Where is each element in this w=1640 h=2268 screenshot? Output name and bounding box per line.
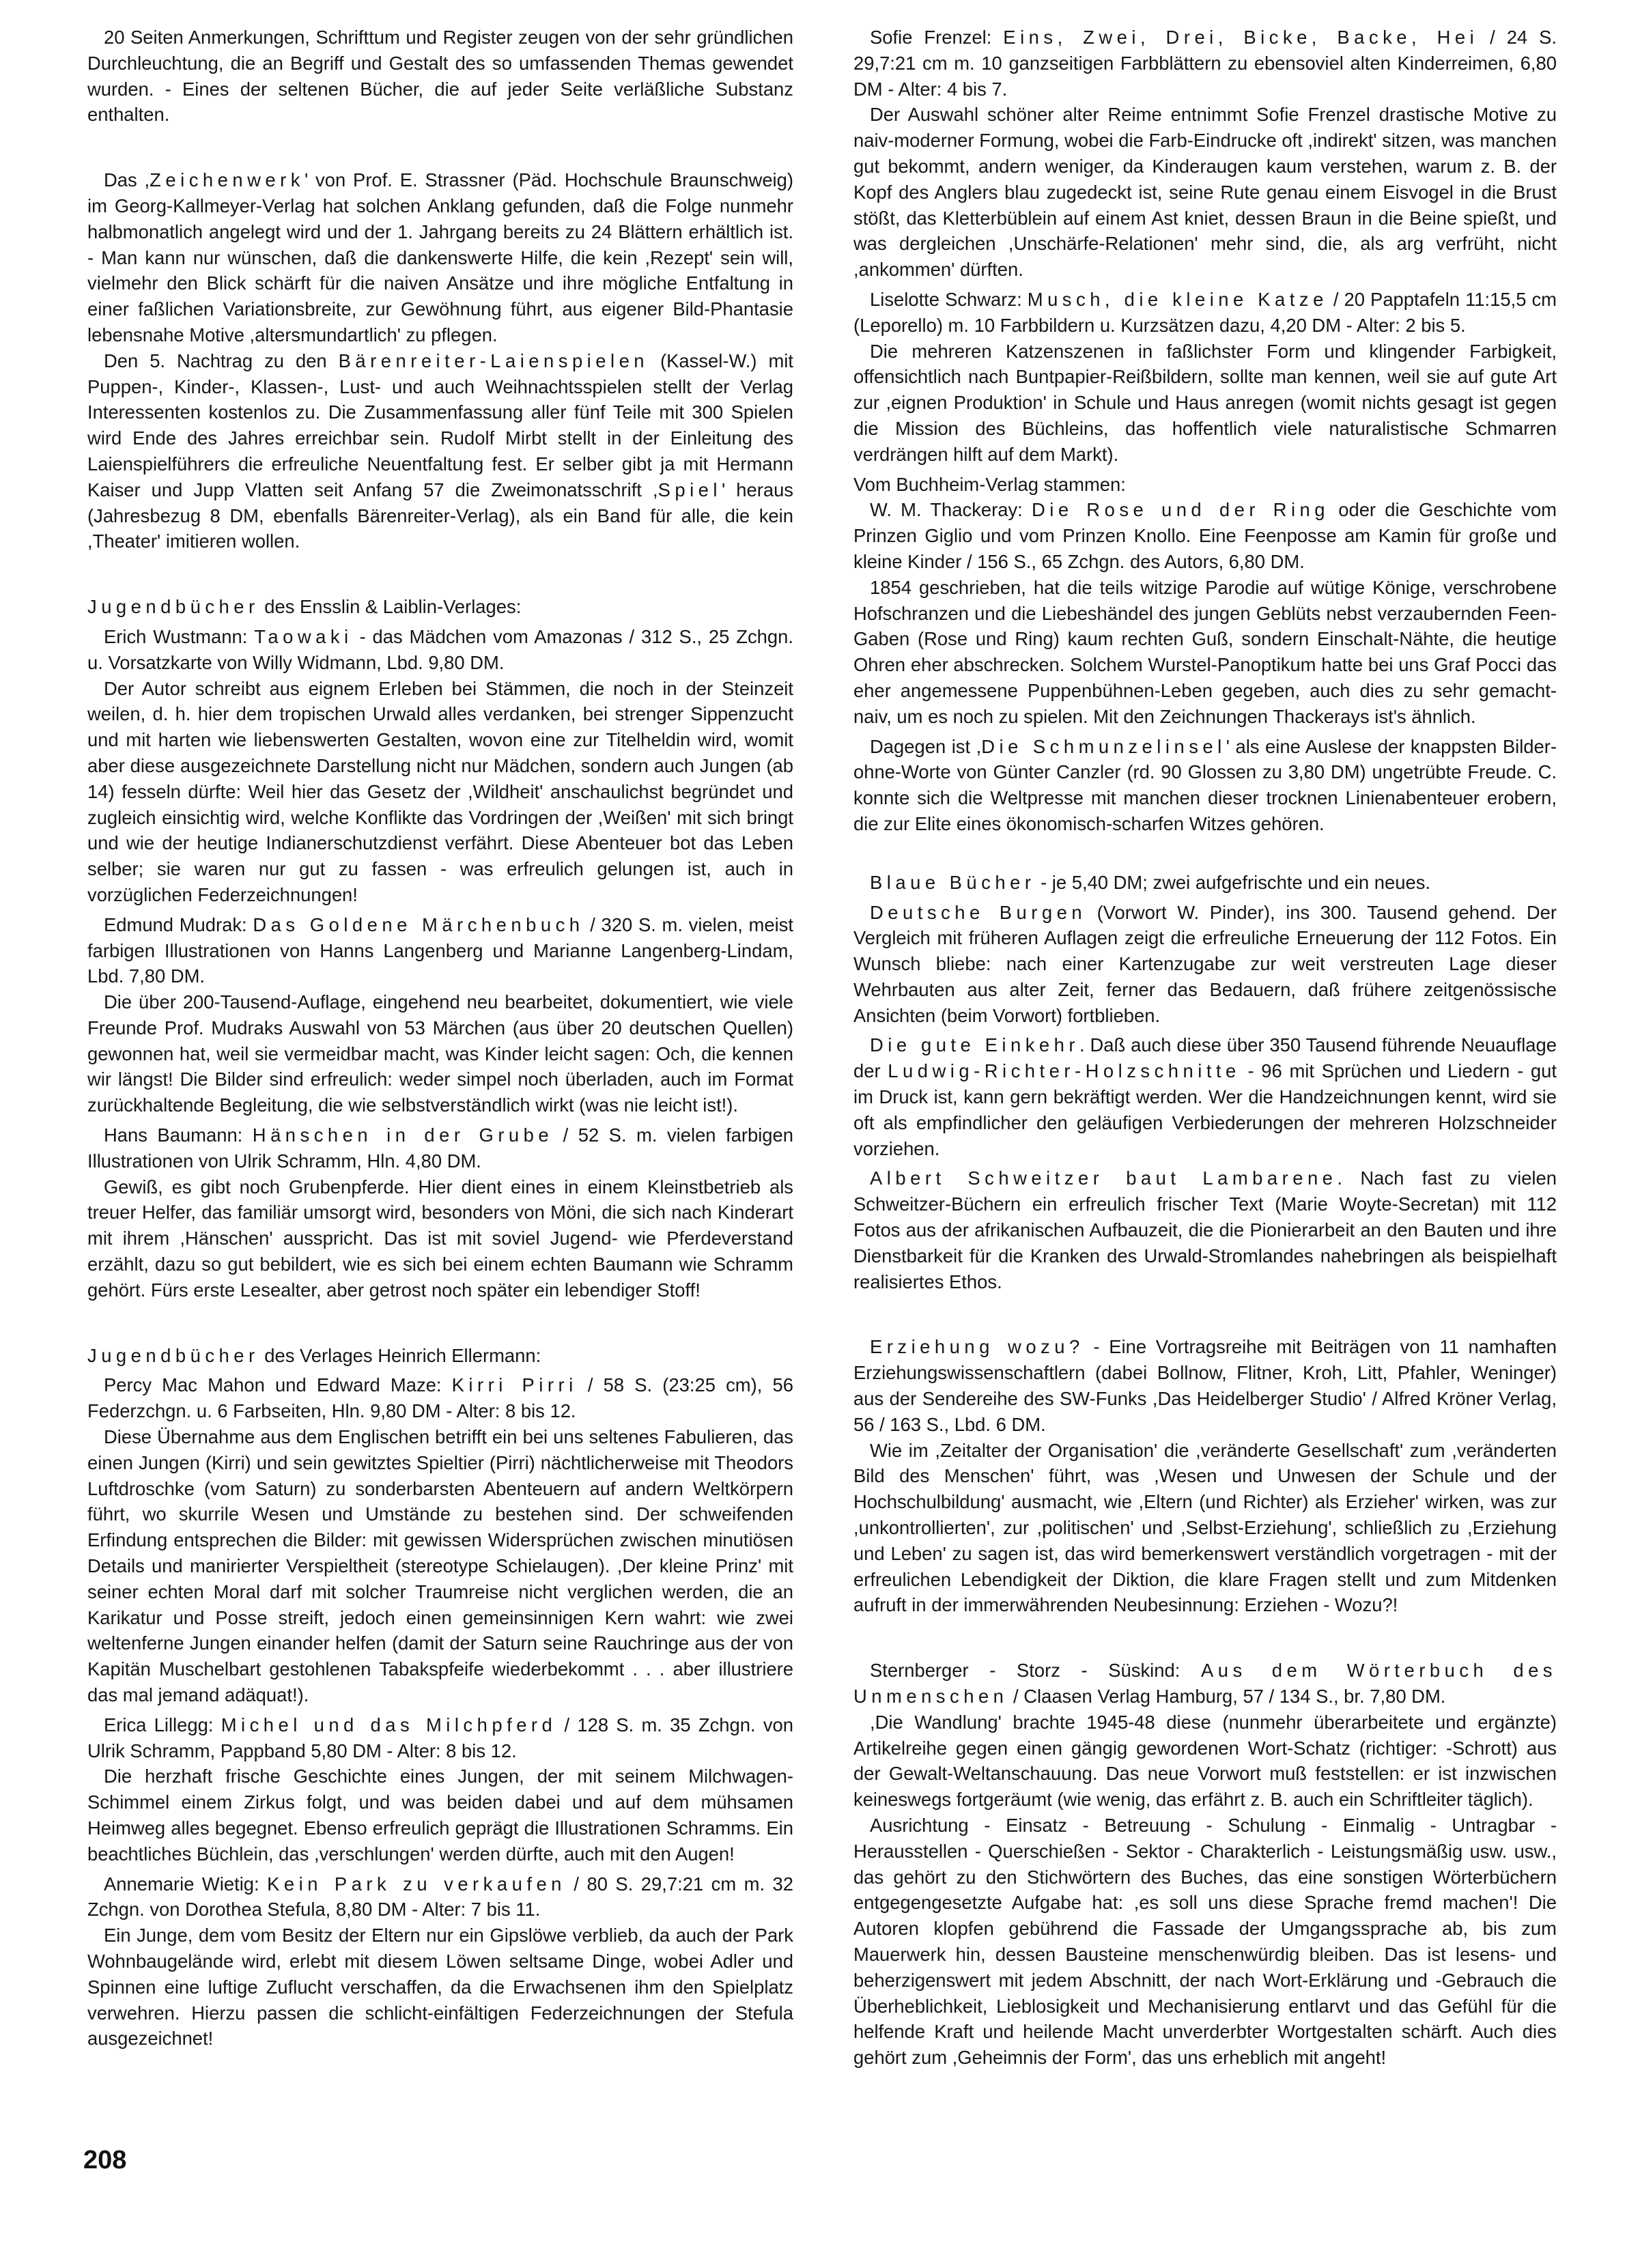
book-title: Hänschen in der Grube xyxy=(252,1124,554,1146)
book-title: Ludwig-Richter-Holzschnitte xyxy=(888,1060,1241,1082)
review: Ein Junge, dem vom Besitz der Eltern nur ein Gipslöwe verblieb, da auch der Park Wohnbaugelände wird, erlebt mit diesem Löwen seltsame Dinge, wobei Adler und Spinnen eine luftige Zuflucht verschaffen, da die Erwachsenen ihm den Spielplatz verwehren. Hierzu passen die schlicht-einfältigen Federzeichnungen der Stefula ausgezeichnet! xyxy=(87,1925,793,2050)
review: Die über 200-Tausend-Auflage, eingehend neu bearbeitet, dokumentiert, wie viele Freunde Prof. Mudraks Auswahl von 53 Märchen (aus über 20 deutschen Quellen) gewonnen hat, weil sie vermeidbar macht, was Kinder leicht sagen: Och, die kennen wir längst! Die Bilder sind erfreulich: weder simpel noch überladen, auch im Format zurückhaltende Begleitung, die wie selbstverständlich wirkt (was nie leicht ist!). xyxy=(87,991,793,1116)
review: 1854 geschrieben, hat die teils witzige Parodie auf wütige Könige, verschrobene Hofschranzen und die Liebeshändel des jungen Geblüts nebst verzaubernden Feen-Gaben (Rose und Ring) kaum rechten Guß, sondern Einschalt-Nähte, die heutige Ohren eher abschrecken. Solchem Wurstel-Panoptikum hatte bei uns Graf Pocci das eher angemessene Puppenbühnen-Leben gegeben, auch dies zu sehr gemacht-naiv, um es noch zu spielen. Mit den Zeichnungen Thackerays ist's ähnlich. xyxy=(853,576,1557,727)
review: Die mehreren Katzenszenen in faßlichster Form und klingender Farbigkeit, offensichtlich nach Buntpapier-Reißbildern, sollte man kennen, weil sie auf gute Art zur ,eignen Produktion' in Schule und Haus anregen (womit nichts gesagt ist gegen die Mission des Büchleins, das hoffentlich viele naturalistische Schmarren verdrängen hilft auf dem Markt). xyxy=(853,340,1557,465)
paragraph: Das ,Zeichenwerk' von Prof. E. Strassner (Päd. Hochschule Braunschweig) im Georg-Kallmeyer-Verlag hat solchen Anklang gefunden, daß die Folge nunmehr halbmonatlich angelegt wird und der 1. Jahrgang bereits zu 24 Blättern erhältlich ist. - Man kann nur wünschen, daß die dankenswerte Hilfe, die kein ,Rezept' sein will, vielmehr den Blick schärft für die naiven Ansätze und ihre mögliche Entfaltung in einer faßlichen Variationsbreite, zur Gewöhnung führt, aus eigener Bild-Phantasie lebensnahe Motive ,altersmundartlich' zu pflegen. xyxy=(87,169,793,345)
book-title: Die Schmunzelinsel xyxy=(981,735,1226,757)
book-entry: Erziehung wozu? - Eine Vortragsreihe mit Beiträgen von 11 namhaften Erziehungswissenschaftlern (dabei Bollnow, Flitner, Kroh, Litt, Pfahler, Weninger) aus der Sendereihe des SW-Funks ,Das Heidelberger Studio' / Alfred Kröner Verlag, 56 / 163 S., Lbd. 6 DM. xyxy=(853,1336,1557,1435)
book-title: Eins, Zwei, Drei, Bicke, Backe, Hei xyxy=(1003,27,1479,48)
review: Die herzhaft frische Geschichte eines Jungen, der mit seinem Milchwagen-Schimmel einem Zirkus folgt, und was beiden dabei und auf dem mühsamen Heimweg alles begegnet. Ebenso erfreulich geprägt die Illustrationen Schramms. Ein beachtliches Büchlein, das ,verschlungen' werden dürfte, auch mit den Augen! xyxy=(87,1766,793,1865)
book-entry: W. M. Thackeray: Die Rose und der Ring oder die Geschichte vom Prinzen Giglio und vom Prinzen Knollo. Eine Feenposse am Kamin für große und kleine Kinder / 156 S., 65 Zchgn. des Autors, 6,80 DM. xyxy=(853,499,1557,572)
review: Wie im ,Zeitalter der Organisation' die ,veränderte Gesellschaft' zum ,veränderten Bild des Menschen' führt, was ,Wesen und Unwesen der Schule und der Hochschulbildung' ausmacht, wie ,Eltern (und Richter) als Erzieher' wirken, was zur ,unkontrollierten', zur ,politischen' und ,Selbst-Erziehung', schließlich zu ,Erziehung und Leben' zu sagen ist, das wird bemerkenswert verständlich vorgetragen - mit der erfreulichen Lebendigkeit der Diktion, die klare Fragen stellt und zum Mitdenken aufruft in der immerwährenden Neubesinnung: Erziehen - Wozu?! xyxy=(853,1439,1557,1616)
section-heading: Jugendbücher des Verlages Heinrich Ellermann: xyxy=(87,1344,541,1366)
review: Der Autor schreibt aus eignem Erleben bei Stämmen, die noch in der Steinzeit weilen, d. h. hier dem tropischen Urwald alles verdanken, bei strenger Sippenzucht und mit harten wie liebenswerten Gestalten, wovon eine zur Titelheldin wird, womit aber diese ausgezeichnete Darstellung nicht nur Mädchen, sondern auch Jungen (ab 14) fesseln dürfte: Weil hier das Gesetz der ,Wildheit' anschaulichst begründet und zugleich einsichtig wird, welche Konflikte das Vordringen der ,Weißen' mit sich bringt und wie der heutige Indianerschutzdienst verfährt. Diese Abenteuer bot das Leben selber; sie waren nur gut zu fassen - was erfreulich gelungen ist, auch in vorzüglichen Federzeichnungen! xyxy=(87,677,793,905)
review: Diese Übernahme aus dem Englischen betrifft ein bei uns seltenes Fabulieren, das einen Jungen (Kirri) und sein gewitztes Spieltier (Pirri) nächtlicherweise mit Theodors Luftdroschke (vom Saturn) zu sonderbarsten Abenteuern auf andern Weltkörpern führt, wo skurrile Wesen und Umstände zu bestehen sind. Der schweifenden Erfindung entsprechen die Bilder: mit gewissen Widersprüchen zwischen minutiösen Details und manirierter Verspieltheit (stereotype Schielaugen). ,Der kleine Prinz' mit seiner echten Moral darf mit solcher Traumreise nicht verglichen werden, die an Karikatur und Posse streift, jedoch einen gemeinsinnigen Kern wahrt: wie zwei weltenferne Jungen einander helfen (damit der Saturn seine Rauchringe aus der von Kapitän Muschelbart gestohlenen Tabakspfeife wiederbekommt . . . aber illustriere das mal jemand adäquat!). xyxy=(87,1426,793,1706)
book-title: Kirri Pirri xyxy=(451,1374,578,1396)
book-title: Albert Schweitzer baut Lambarene xyxy=(870,1167,1338,1189)
right-column xyxy=(853,25,1557,2071)
book-entry: Annemarie Wietig: Kein Park zu verkaufen / 80 S. 29,7:21 cm m. 32 Zchgn. von Dorothea Stefula, 8,80 DM - Alter: 7 bis 11. xyxy=(87,1873,793,1920)
book-entry: Die gute Einkehr. Daß auch diese über 350 Tausend führende Neuauflage der Ludwig-Richter-Holzschnitte - 96 mit Sprüchen und Liedern - gut im Druck ist, kann gern bekräftigt werden. Wer die Handzeichnungen kennt, wird sie oft als empfindlicher den geläufigen Verbiederungen der mehreren Holzschneider vorziehen. xyxy=(853,1034,1557,1159)
paragraph: 20 Seiten Anmerkungen, Schrifttum und Register zeugen von der sehr gründlichen Durchleuchtung, die an Begriff und Gestalt des so umfassenden Themas gewendet wurden. - Eines der seltenen Bücher, die auf jeder Seite verläßliche Substanz enthalten. xyxy=(87,27,793,126)
book-entry: Liselotte Schwarz: Musch, die kleine Katze / 20 Papptafeln 11:15,5 cm (Leporello) m. 10 Farbbildern u. Kurzsätzen dazu, 4,20 DM - Alter: 2 bis 5. xyxy=(853,288,1557,336)
spaced-title: Zeichenwerk xyxy=(150,169,305,191)
review: ,Die Wandlung' brachte 1945-48 diese (nunmehr überarbeitete und ergänzte) Artikelreihe gegen einen gängig gewordenen Wort-Schatz (richtiger: -Schrott) aus der Gewalt-Weltanschauung. Das neue Vorwort muß feststellen: er ist inzwischen keineswegs fortgeräumt (wie wenig, das erfährt z. B. auch ein Schriftleiter täglich). xyxy=(853,1711,1557,1811)
paragraph: Den 5. Nachtrag zu den Bärenreiter-Laienspielen (Kassel-W.) mit Puppen-, Kinder-, Klassen-, Lust- und auch Weihnachtsspielen stellt der Verlag Interessenten kostenlos zu. Die Zusammenfassung aller fünf Teile mit 300 Spielen wird Ende des Jahres erreichbar sein. Rudolf Mirbt stellt in der Einleitung des Laienspielführers die erfreuliche Neuentfaltung fest. Er selber gibt ja mit Hermann Kaiser und Jupp Vlatten seit Anfang 57 die Zweimonatsschrift ,Spiel' heraus (Jahresbezug 8 DM, ebenfalls Bärenreiter-Verlag), als ein Band für alle, die kein ,Theater' imitieren wollen. xyxy=(87,350,793,552)
review: Ausrichtung - Einsatz - Betreuung - Schulung - Einmalig - Untragbar - Herausstellen - Querschießen - Sektor - Charakterlich - Leistungsmäßig usw. usw., das gehört zu den Stichwörtern des Buches, das eine sonstigen Wörterbüchern entgegengesetzte Aufgabe hat: ,es soll uns diese Sprache fremd machen'! Die Autoren klopfen gebührend die Fassade der Umgangssprache ab, bis zum Mauerwerk hin, dessen Bausteine menschenwürdig bleiben. Das ist lesens- und beherzigenswert mit jedem Abschnitt, der nach Wort-Erklärung und -Gebrauch die Überheblichkeit, Lieblosigkeit und Mechanisierung entlarvt und das Gefühl für die helfende Kraft und heilende Macht unverderbter Wortgestalten schärft. Auch dies gehört zum ,Geheimnis der Form', das uns erheblich mit angeht! xyxy=(853,1815,1557,2069)
section-heading: Blaue Bücher - je 5,40 DM; zwei aufgefrischte und ein neues. xyxy=(870,871,1431,893)
book-entry: Hans Baumann: Hänschen in der Grube / 52 S. m. vielen farbigen Illustrationen von Ulrik Schramm, Hln. 4,80 DM. xyxy=(87,1124,794,1172)
book-title: Taowaki xyxy=(254,625,353,647)
spaced-title: Bärenreiter-Laienspielen xyxy=(338,350,649,371)
page-number: 208 xyxy=(83,2146,127,2174)
book-title: Das Goldene Märchenbuch xyxy=(253,913,584,935)
spaced-title: Spiel xyxy=(658,479,722,500)
book-entry: Edmund Mudrak: Das Goldene Märchenbuch / 320 S. m. vielen, meist farbigen Illustrationen von Hanns Langenberg und Marianne Langenberg-Lindam, Lbd. 7,80 DM. xyxy=(87,913,793,987)
book-title: Aus dem Wörterbuch des Unmenschen xyxy=(853,1660,1557,1707)
review: Der Auswahl schöner alter Reime entnimmt Sofie Frenzel drastische Motive zu naiv-moderner Formung, wobei die Farb-Eindrucke oft ,indirekt' sitzen, was manchen gut bekommt, andern weniger, da Kinderaugen kaum verstehen, warum z. B. der Kopf des Anglers blau zugedeckt ist, seine Rute genau einem Eisvogel in die Brust stößt, das Kletterbüblein auf einem Ast kniet, dessen Braun in die Beine spießt, und was dergleichen ,Unschärfe-Relationen' mehr sind, die, als arg verfrüht, nicht ,ankommen' dürften. xyxy=(853,104,1557,281)
book-title: Kein Park zu verkaufen xyxy=(267,1873,566,1895)
book-title: Michel und das Milchpferd xyxy=(221,1714,557,1735)
book-entry: Percy Mac Mahon und Edward Maze: Kirri Pirri / 58 S. (23:25 cm), 56 Federzchgn. u. 6 Farbseiten, Hln. 9,80 DM - Alter: 8 bis 12. xyxy=(87,1374,793,1422)
review: Gewiß, es gibt noch Grubenpferde. Hier dient eines in einem Kleinstbetrieb als treuer Helfer, das familiär umsorgt wird, besonders von Möni, die sich nach Kinderart mit ihrem ,Hänschen' ausspricht. Das ist mit soviel Jugend- wie Pferdeverstand erzählt, dazu so gut bebildert, wie es sich bei einem echten Baumann wie Schramm gehört. Fürs erste Lesealter, aber getrost noch später ein lebendiger Stoff! xyxy=(87,1176,793,1301)
book-title: Musch, die kleine Katze xyxy=(1027,288,1328,310)
review: Dagegen ist ,Die Schmunzelinsel' als eine Auslese der knappsten Bilder-ohne-Worte von Günter Canzler (rd. 90 Glossen zu 3,80 DM) ungetrübte Freude. C. konnte sich die Weltpresse mit manchen dieser trocknen Linienabenteuer erobern, die zur Elite eines ökonomisch-scharfen Witzes gehören. xyxy=(853,735,1557,834)
book-entry: Sofie Frenzel: Eins, Zwei, Drei, Bicke, Backe, Hei / 24 S. 29,7:21 cm m. 10 ganzseitigen Farbblättern zu ebensoviel alten Kinderreimen, 6,80 DM - Alter: 4 bis 7. xyxy=(853,27,1557,100)
section-heading: Vom Buchheim-Verlag stammen: xyxy=(853,473,1126,495)
book-entry: Sternberger - Storz - Süskind: Aus dem Wörterbuch des Unmenschen / Claasen Verlag Hamburg, 57 / 134 S., br. 7,80 DM. xyxy=(853,1660,1557,1707)
book-entry: Albert Schweitzer baut Lambarene. Nach fast zu vielen Schweitzer-Büchern ein erfreulich frischer Text (Marie Woyte-Secretan) mit 112 Fotos aus der afrikanischen Aufbauzeit, die die Pionierarbeit an den Bauten und ihre Dienstbarkeit für die Kranken des Urwald-Stromlandes nahebringen als beispielhaft realisiertes Ethos. xyxy=(853,1167,1557,1292)
book-title: Erziehung wozu? xyxy=(870,1336,1084,1358)
book-title: Deutsche Burgen xyxy=(870,901,1087,923)
book-entry: Erica Lillegg: Michel und das Milchpferd / 128 S. m. 35 Zchgn. von Ulrik Schramm, Pappband 5,80 DM - Alter: 8 bis 12. xyxy=(87,1714,793,1761)
book-title: Die Rose und der Ring xyxy=(1032,499,1330,521)
book-entry: Erich Wustmann: Taowaki - das Mädchen vom Amazonas / 312 S., 25 Zchgn. u. Vorsatzkarte von Willy Widmann, Lbd. 9,80 DM. xyxy=(87,625,793,673)
book-entry: Deutsche Burgen (Vorwort W. Pinder), ins 300. Tausend gehend. Der Vergleich mit früheren Auflagen zeigt die erfreuliche Erneuerung der 112 Fotos. Ein Wunsch bliebe: nach einer Kartenzugabe zur weit verstreuten Lage dieser Wehrbauten aus alter Zeit, ferner das Bedauern, daß frühere zeitgenössische Ansichten (beim Vorwort) fortblieben. xyxy=(853,901,1557,1026)
book-title: Die gute Einkehr xyxy=(870,1034,1080,1056)
section-heading: Jugendbücher des Ensslin & Laiblin-Verlages: xyxy=(87,596,522,618)
left-column xyxy=(87,25,793,2052)
